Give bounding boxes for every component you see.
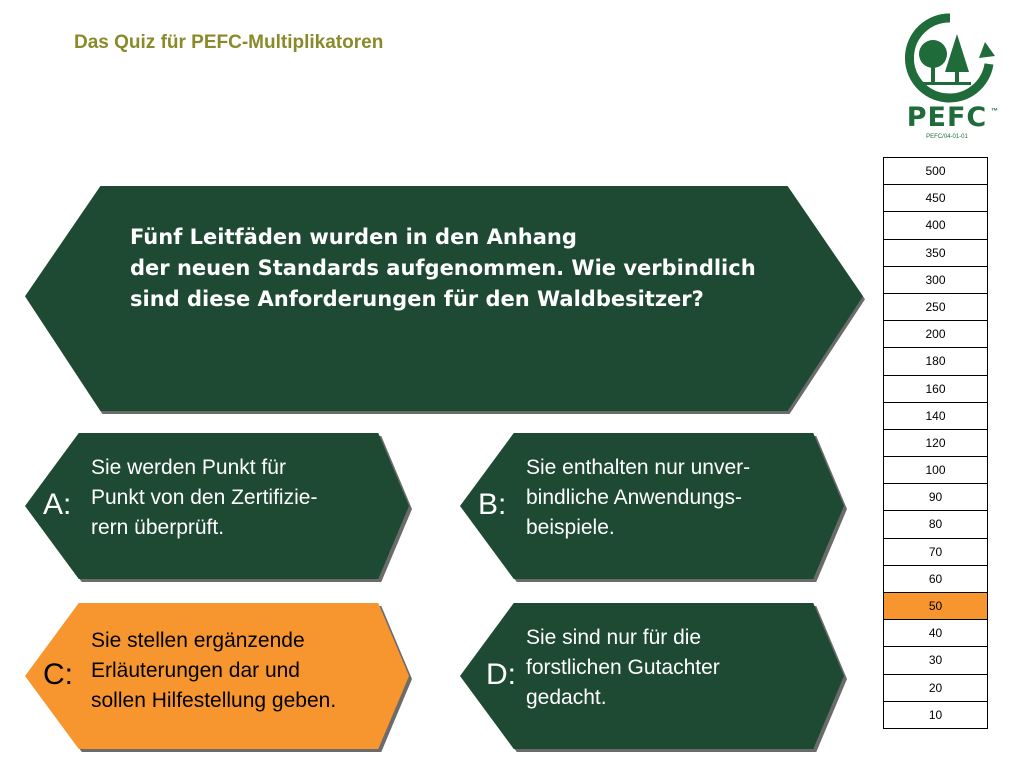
score-level: 70 xyxy=(884,539,987,566)
answer-d-text: Sie sind nur für die forstlichen Gutachter gedacht. xyxy=(526,626,720,709)
score-ladder xyxy=(883,157,988,729)
score-level: 250 xyxy=(884,294,987,321)
score-level-current: 50 xyxy=(884,593,987,620)
score-level: 90 xyxy=(884,484,987,511)
score-level: 20 xyxy=(884,675,987,702)
score-level: 200 xyxy=(884,321,987,348)
pefc-trees-icon xyxy=(897,12,1003,104)
score-level: 80 xyxy=(884,511,987,538)
score-level: 300 xyxy=(884,267,987,294)
score-level: 350 xyxy=(884,240,987,267)
score-level: 180 xyxy=(884,348,987,375)
answer-b-letter: B: xyxy=(478,488,507,521)
score-level: 10 xyxy=(884,702,987,729)
logo-wordmark: PEFC xyxy=(906,102,988,133)
page-title: Das Quiz für PEFC-Multiplikatoren xyxy=(74,32,384,53)
answer-b-text: Sie enthalten nur unver- bindliche Anwendungs- beispiele. xyxy=(526,456,751,539)
answer-c-text: Sie stellen ergänzende Erläuterungen dar und sollen Hilfestellung geben. xyxy=(91,629,337,712)
question-text: Fünf Leitfäden wurden in den Anhang der neuen Standards aufgenommen. Wie verbindlich sind diese Anforderungen für den Waldbesitzer? xyxy=(130,225,756,311)
answer-a-letter: A: xyxy=(43,488,72,521)
score-level: 500 xyxy=(884,158,987,185)
score-level: 40 xyxy=(884,620,987,647)
logo-trademark: ™ xyxy=(991,108,998,115)
score-level: 60 xyxy=(884,566,987,593)
score-level: 30 xyxy=(884,647,987,674)
logo-code: PEFC/04-01-01 xyxy=(926,134,968,140)
answer-a-text: Sie werden Punkt für Punkt von den Zertifizie- rern überprüft. xyxy=(91,456,318,539)
score-level: 400 xyxy=(884,212,987,239)
score-level: 450 xyxy=(884,185,987,212)
pefc-logo xyxy=(897,12,1003,140)
answer-d-letter: D: xyxy=(486,658,516,691)
score-level: 160 xyxy=(884,376,987,403)
score-level: 100 xyxy=(884,457,987,484)
score-level: 140 xyxy=(884,403,987,430)
answer-c-letter: C: xyxy=(43,658,73,691)
score-level: 120 xyxy=(884,430,987,457)
